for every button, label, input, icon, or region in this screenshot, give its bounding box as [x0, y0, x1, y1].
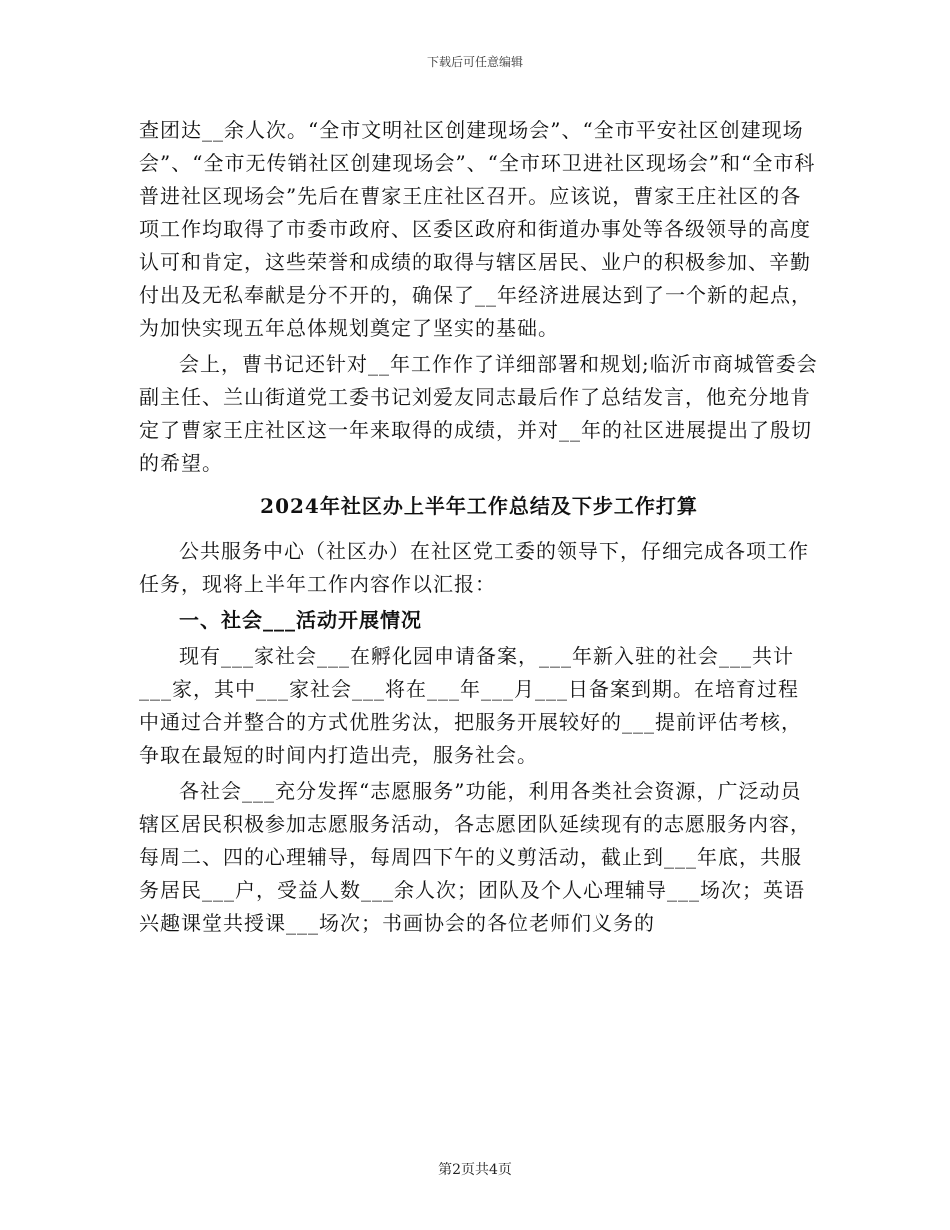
- subheading: 一、社会___活动开展情况: [179, 608, 422, 632]
- paragraph-continuation: 查团达__余人次。“全市文明社区创建现场会”、“全市平安社区创建现场会”、“全市无传销社区创建现场会”、“全市环卫进社区现场会”和“全市科普进社区现场会”先后在曹家王庄社区召开。应该说，曹家王庄社区的各项工作均取得了市委市政府、区委区政府和街道办事处等各级领导的高度认可和肯定，这些荣誉和成绩的取得与辖区居民、业户的积极参加、辛勤付出及无私奉献是分不开的，确保了__年经济进展达到了一个新的起点，为加快实现五年总体规划奠定了坚实的基础。: [139, 118, 816, 340]
- document-body: [139, 114, 819, 943]
- paragraph-incubation: 现有___家社会___在孵化园申请备案，___年新入驻的社会___共计___家，其中___家社会___将在___年___月___日备案到期。在培育过程中通过合并整合的方式优胜劣汰，把服务开展较好的___提前评估考核，争取在最短的时间内打造出壳，服务社会。: [139, 644, 802, 767]
- paragraph-intro: 公共服务中心（社区办）在社区党工委的领导下，仔细完成各项工作任务，现将上半年工作内容作以汇报：: [139, 539, 809, 596]
- page-number: 第2页共4页: [438, 1162, 512, 1178]
- paragraph-volunteer: 各社会___充分发挥“志愿服务”功能，利用各类社会资源，广泛动员辖区居民积极参加志愿服务活动，各志愿团队延续现有的志愿服务内容，每周二、四的心理辅导，每周四下午的义剪活动，截止到___年底，共服务居民___户，受益人数___余人次；团队及个人心理辅导___场次；英语兴趣课堂共授课___场次；书画协会的各位老师们义务的: [139, 779, 811, 935]
- paragraph-meeting: 会上，曹书记还针对__年工作作了详细部署和规划;临沂市商城管委会副主任、兰山街道党工委书记刘爱友同志最后作了总结发言，他充分地肯定了曹家王庄社区这一年来取得的成绩，并对__年的社区进展提出了殷切的希望。: [139, 352, 818, 475]
- header-note: 下载后可任意编辑: [426, 55, 523, 69]
- section-title: 2024年社区办上半年工作总结及下步工作打算: [260, 494, 698, 518]
